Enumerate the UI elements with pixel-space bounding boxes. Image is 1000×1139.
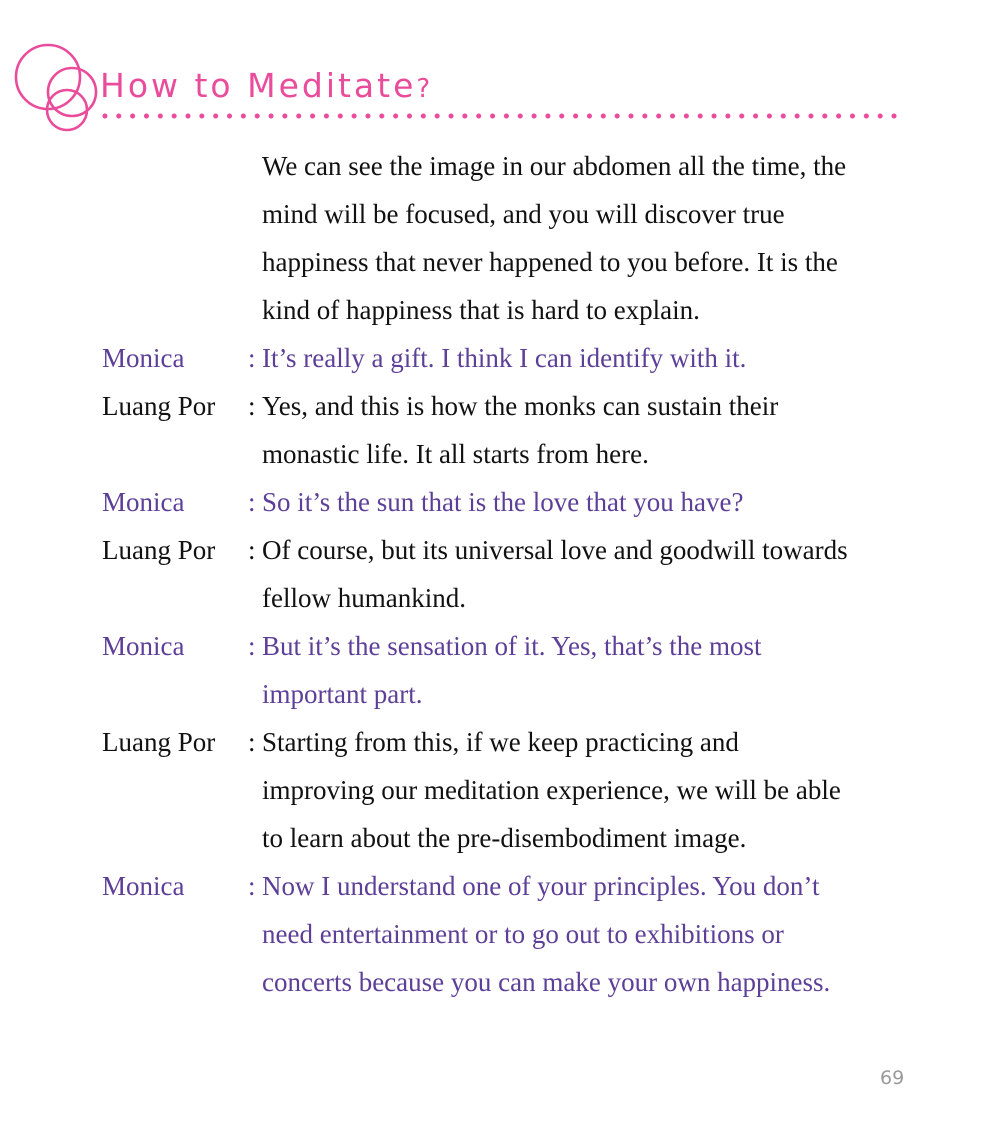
- speaker-colon: :: [248, 343, 256, 373]
- intro-line: kind of happiness that is hard to explain.: [262, 295, 700, 325]
- speaker-colon: :: [248, 391, 256, 421]
- speech-line: Of course, but its universal love and goodwill towards: [262, 535, 848, 565]
- dialogue-turn-luang-por: [102, 382, 902, 478]
- speaker-name: Luang Por: [102, 727, 216, 757]
- dialogue-turn-monica: [102, 622, 902, 718]
- speech-text: [262, 526, 902, 622]
- speech-line: important part.: [262, 679, 423, 709]
- speaker-colon: :: [248, 535, 256, 565]
- dialogue: [102, 334, 902, 1006]
- speaker-colon: :: [248, 871, 256, 901]
- speech-text: [262, 382, 902, 478]
- speaker-colon: :: [248, 631, 256, 661]
- speaker-colon: :: [248, 727, 256, 757]
- speech-text: [262, 334, 902, 382]
- intro-line: happiness that never happened to you before. It is the: [262, 247, 838, 277]
- dotted-divider: [98, 111, 903, 121]
- speech-line: It’s really a gift. I think I can identify with it.: [262, 343, 747, 373]
- speech-line: So it’s the sun that is the love that you have?: [262, 487, 744, 517]
- dialogue-turn-monica: [102, 862, 902, 1006]
- speaker-name: Monica: [102, 871, 185, 901]
- speech-line: Yes, and this is how the monks can sustain their: [262, 391, 779, 421]
- page-title-question-mark: ?: [416, 74, 431, 104]
- page-title: [100, 66, 430, 105]
- speech-line: But it’s the sensation of it. Yes, that’s the most: [262, 631, 762, 661]
- speech-line: fellow humankind.: [262, 583, 466, 613]
- speech-line: need entertainment or to go out to exhibitions or: [262, 919, 784, 949]
- speaker-name: Monica: [102, 343, 185, 373]
- speech-text: [262, 718, 902, 862]
- speech-text: [262, 478, 902, 526]
- speaker-name: Luang Por: [102, 535, 216, 565]
- speech-text: [262, 622, 902, 718]
- speaker-colon: :: [248, 487, 256, 517]
- intro-line: We can see the image in our abdomen all the time, the: [262, 151, 847, 181]
- intro-line: mind will be focused, and you will discover true: [262, 199, 785, 229]
- speech-line: Starting from this, if we keep practicing and: [262, 727, 739, 757]
- dialogue-turn-monica: [102, 478, 902, 526]
- speaker-name: Monica: [102, 487, 185, 517]
- speech-line: improving our meditation experience, we will be able: [262, 775, 841, 805]
- speaker-name: Luang Por: [102, 391, 216, 421]
- speech-text: [262, 862, 902, 1006]
- overlapping-circles-icon: [12, 40, 100, 136]
- dialogue-turn-monica: [102, 334, 902, 382]
- dialogue-turn-luang-por: [102, 718, 902, 862]
- page-number: 69: [880, 1067, 905, 1089]
- intro-paragraph: [262, 142, 902, 334]
- speech-line: concerts because you can make your own happiness.: [262, 967, 831, 997]
- speech-line: monastic life. It all starts from here.: [262, 439, 649, 469]
- dialogue-turn-luang-por: [102, 526, 902, 622]
- page-title-text: How to Meditate: [100, 66, 417, 105]
- speech-line: to learn about the pre-disembodiment image.: [262, 823, 747, 853]
- speech-line: Now I understand one of your principles. You don’t: [262, 871, 820, 901]
- speaker-name: Monica: [102, 631, 185, 661]
